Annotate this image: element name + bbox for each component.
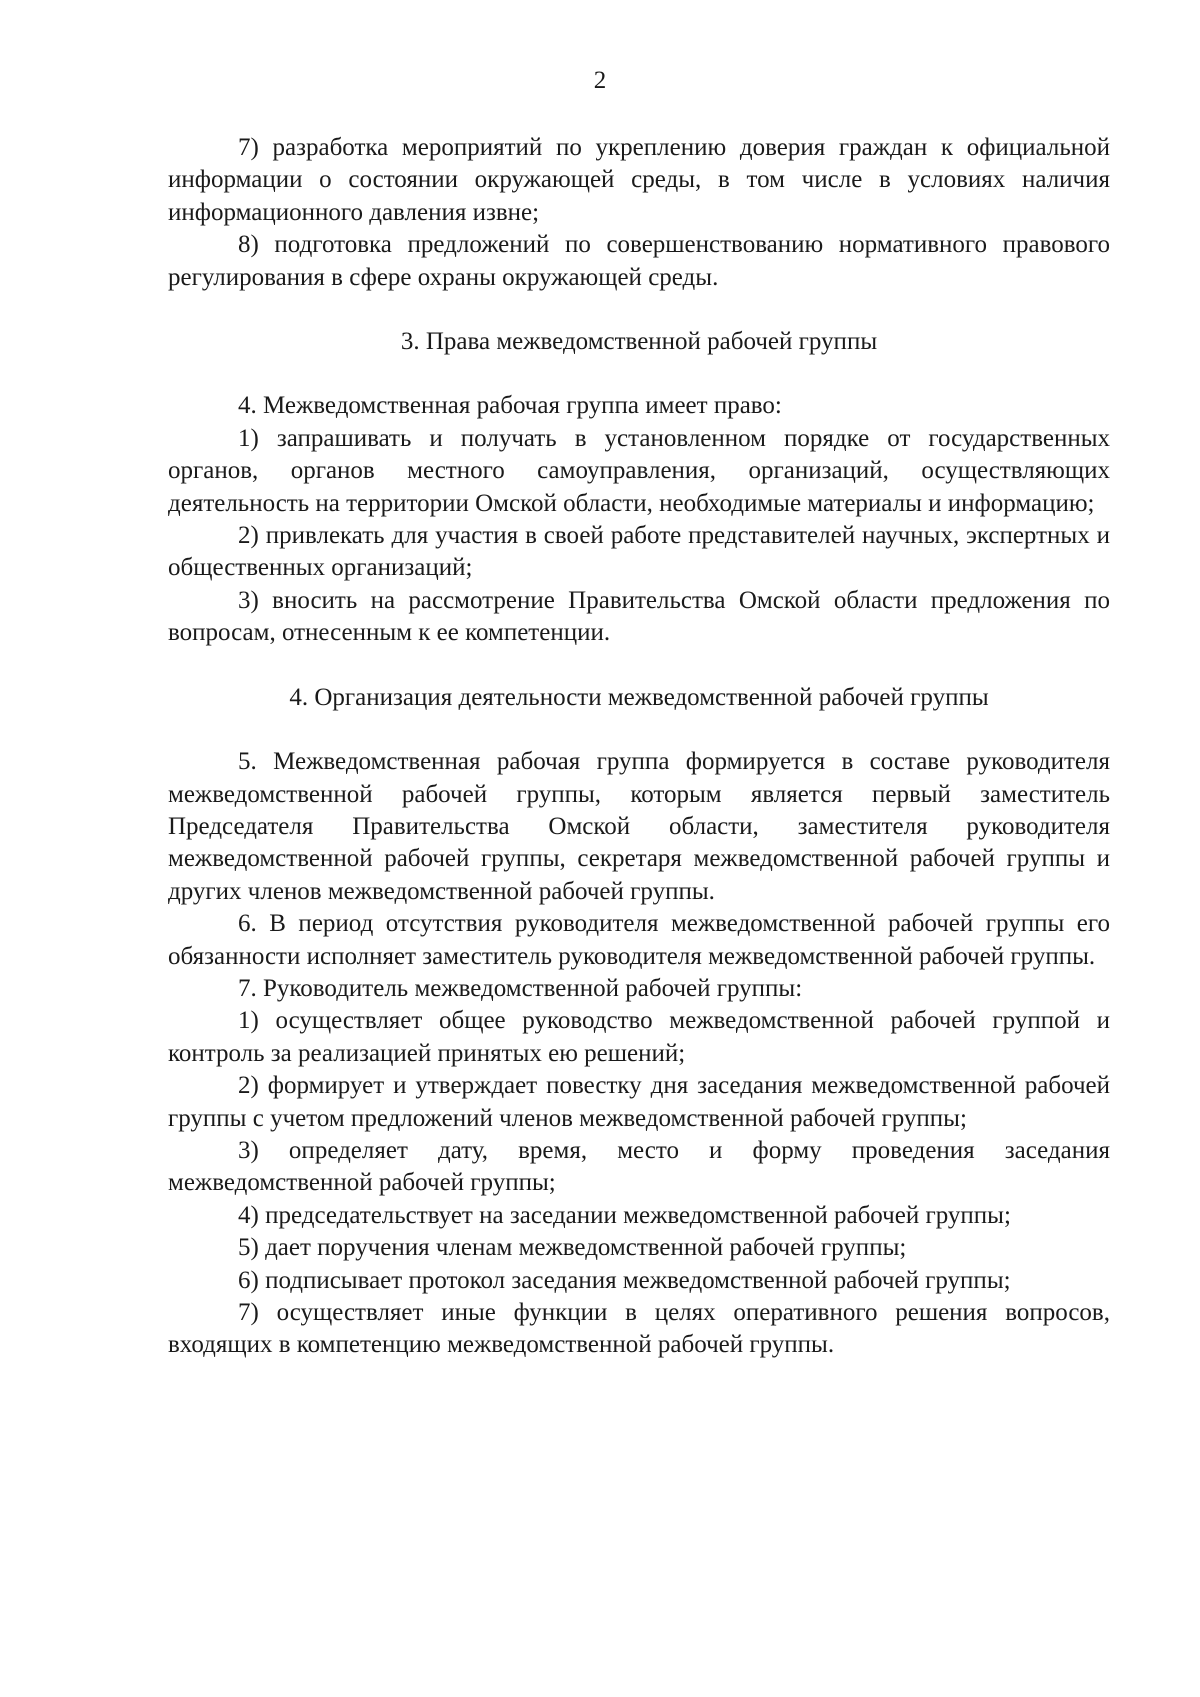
- paragraph-clause-5: 5. Межведомственная рабочая группа формируется в составе руководителя межведомственной рабочей группы, которым является первый заместитель Председателя Правительства Омской области, заместителя руководителя межведомственной рабочей группы, секретаря межведомственной рабочей группы и других членов межведомственной рабочей группы.: [168, 748, 1110, 905]
- paragraph-duty-3: 3) определяет дату, время, место и форму проведения заседания межведомственной рабочей группы;: [168, 1136, 1110, 1197]
- paragraph-duty-5: 5) дает поручения членам межведомственной рабочей группы;: [238, 1234, 907, 1262]
- paragraph-right-2: 2) привлекать для участия в своей работе представителей научных, экспертных и общественных организаций;: [168, 522, 1110, 582]
- spacer: [168, 294, 1110, 326]
- section-heading-3: 3. Права межведомственной рабочей группы: [400, 328, 878, 356]
- paragraph-duty-1: 1) осуществляет общее руководство межведомственной рабочей группой и контроль за реализацией принятых ею решений;: [168, 1007, 1110, 1067]
- spacer: [168, 650, 1110, 682]
- paragraph-right-3: 3) вносить на рассмотрение Правительства Омской области предложения по вопросам, отнесенным к ее компетенции.: [168, 586, 1110, 647]
- paragraph-clause-4: 4. Межведомственная рабочая группа имеет право:: [238, 392, 782, 420]
- spacer: [168, 358, 1110, 390]
- spacer: [168, 714, 1110, 746]
- paragraph-duty-2: 2) формирует и утверждает повестку дня заседания межведомственной рабочей группы с учетом предложений членов межведомственной рабочей группы;: [168, 1072, 1110, 1132]
- paragraph-item-8-proposals: 8) подготовка предложений по совершенствованию нормативного правового регулирования в сфере охраны окружающей среды.: [168, 231, 1110, 291]
- paragraph-clause-7: 7. Руководитель межведомственной рабочей группы:: [238, 974, 803, 1002]
- paragraph-duty-7: 7) осуществляет иные функции в целях оперативного решения вопросов, входящих в компетенцию межведомственной рабочей группы.: [168, 1299, 1110, 1359]
- document-body: [168, 132, 1110, 1362]
- section-heading-4: 4. Организация деятельности межведомственной рабочей группы: [289, 683, 989, 711]
- page-number: 2: [593, 67, 607, 94]
- paragraph-item-7-measures: 7) разработка мероприятий по укреплению доверия граждан к официальной информации о состоянии окружающей среды, в том числе в условиях наличия информационного давления извне;: [168, 134, 1110, 226]
- paragraph-duty-4: 4) председательствует на заседании межведомственной рабочей группы;: [238, 1201, 1011, 1229]
- paragraph-duty-6: 6) подписывает протокол заседания межведомственной рабочей группы;: [238, 1266, 1011, 1294]
- paragraph-clause-6: 6. В период отсутствия руководителя межведомственной рабочей группы его обязанности исполняет заместитель руководителя межведомственной рабочей группы.: [168, 910, 1110, 970]
- paragraph-right-1: 1) запрашивать и получать в установленном порядке от государственных органов, органов местного самоуправления, организаций, осуществляющих деятельность на территории Омской области, необходимые материалы и информацию;: [168, 424, 1110, 517]
